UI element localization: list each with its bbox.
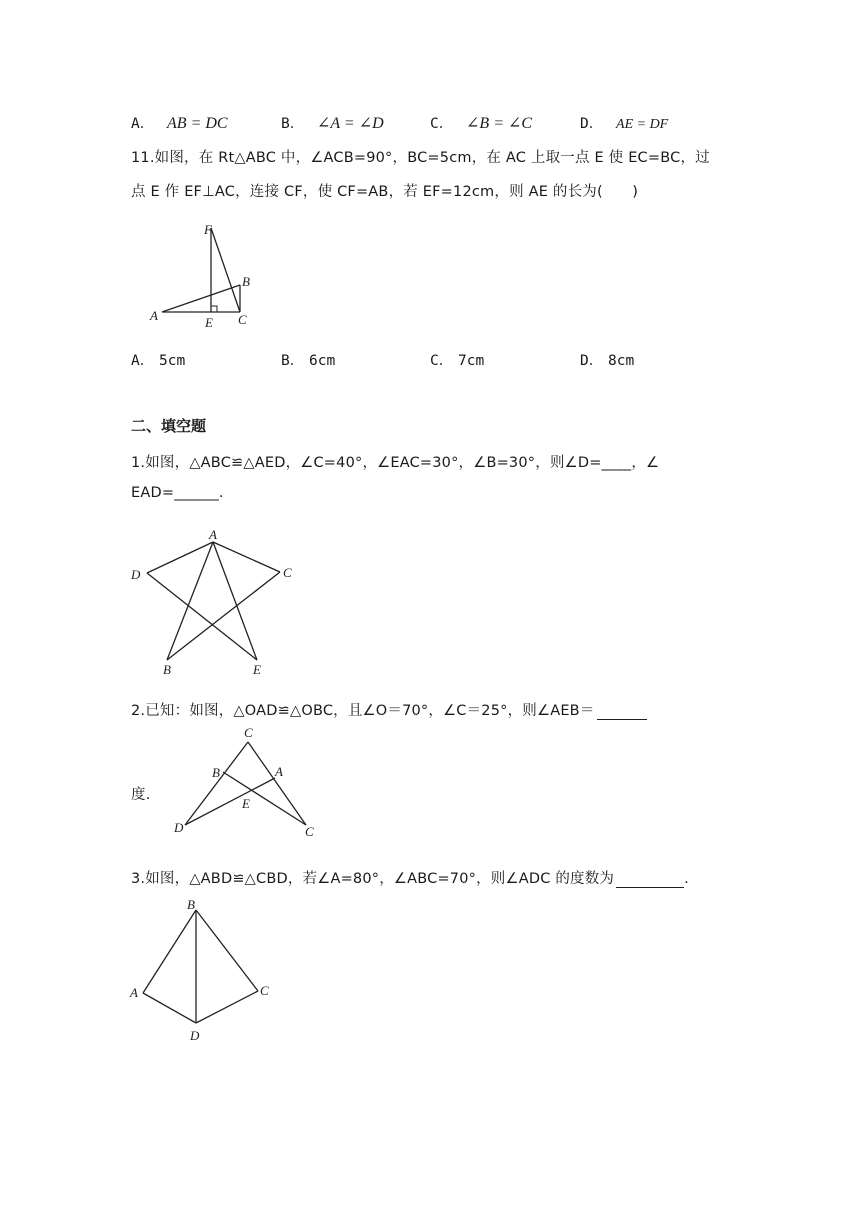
f1-line-1: 1.如图，△ABC≌△AED，∠C=40°，∠EAC=30°，∠B=30°，则∠D=____，∠ [131, 455, 660, 471]
segment-cd [196, 991, 258, 1023]
label-c: C [238, 312, 247, 327]
option-label: B． [281, 116, 305, 132]
option-math: ∠A = ∠D [317, 115, 384, 132]
f1-line-2: EAD=______. [131, 485, 224, 501]
segment-cc [248, 742, 306, 825]
q11-option-d [580, 349, 634, 370]
option-text: 5cm [159, 353, 186, 369]
right-angle-mark [211, 306, 217, 312]
option-text: 6cm [309, 353, 336, 369]
option-label: A． [131, 116, 155, 132]
option-label: B． [281, 353, 305, 369]
option-label: C． [430, 353, 454, 369]
f3-text: 3.如图，△ABD≌△CBD，若∠A=80°，∠ABC=70°，则∠ADC 的度数为 [131, 871, 615, 887]
option-text: 8cm [608, 353, 635, 369]
label-a: A [130, 985, 138, 1000]
option-math: AB = DC [167, 115, 228, 132]
f3-end: . [684, 871, 689, 887]
segment-ad [185, 778, 275, 825]
q10-option-c [430, 112, 532, 133]
answer-blank [616, 871, 684, 888]
segment-ab [162, 285, 240, 312]
label-a: A [275, 764, 283, 779]
label-a: A [209, 527, 217, 542]
option-label: D． [580, 116, 604, 132]
q11-option-a [131, 349, 185, 370]
option-label: C． [430, 116, 454, 132]
f2-figure [170, 722, 320, 840]
q11-option-b [281, 349, 335, 370]
label-e: E [253, 662, 261, 677]
label-b: B [187, 897, 195, 912]
q11-line-1: 11.如图，在 Rt△ABC 中，∠ACB=90°，BC=5cm，在 AC 上取一点 E 使 EC=BC，过 [131, 150, 710, 166]
q11-option-c [430, 349, 484, 370]
option-label: D． [580, 353, 604, 369]
option-text: 7cm [458, 353, 485, 369]
q11-figure [140, 220, 270, 335]
label-b: B [163, 662, 171, 677]
q10-option-a [131, 112, 228, 133]
f3-line-1 [131, 867, 689, 888]
label-b: B [212, 765, 220, 780]
section-title: 二、填空题 [131, 417, 207, 435]
segment-ad [143, 993, 196, 1023]
f2-text: 2.已知：如图，△OAD≌△OBC，且∠O＝70°，∠C＝25°，则∠AEB＝ [131, 703, 595, 719]
option-math: ∠B = ∠C [466, 115, 533, 132]
label-c: C [260, 983, 269, 998]
segment-cd [185, 742, 248, 825]
label-d: D [174, 820, 184, 835]
q10-option-d [580, 112, 668, 133]
label-a: A [150, 308, 158, 323]
label-e: E [205, 315, 213, 330]
option-math: AE = DF [616, 117, 669, 132]
label-f: F [204, 222, 212, 237]
f2-suffix: 度. [131, 787, 151, 803]
label-e: E [242, 796, 250, 811]
label-c-top: C [244, 725, 253, 740]
q11-line-2: 点 E 作 EF⊥AC，连接 CF，使 CF=AB，若 EF=12cm，则 AE 的长为( ) [131, 184, 639, 200]
label-d: D [190, 1028, 200, 1043]
q10-option-b [281, 112, 384, 133]
label-c-right: C [305, 824, 314, 839]
label-c: C [283, 565, 292, 580]
option-label: A． [131, 353, 155, 369]
f1-figure [125, 525, 310, 680]
segment-ba [143, 910, 196, 993]
label-b: B [242, 274, 250, 289]
segment-bc [196, 910, 258, 991]
segment-fc [211, 228, 240, 312]
f3-figure [125, 895, 285, 1050]
f2-line-1 [131, 699, 647, 720]
label-d: D [131, 567, 141, 582]
answer-blank [597, 703, 647, 720]
